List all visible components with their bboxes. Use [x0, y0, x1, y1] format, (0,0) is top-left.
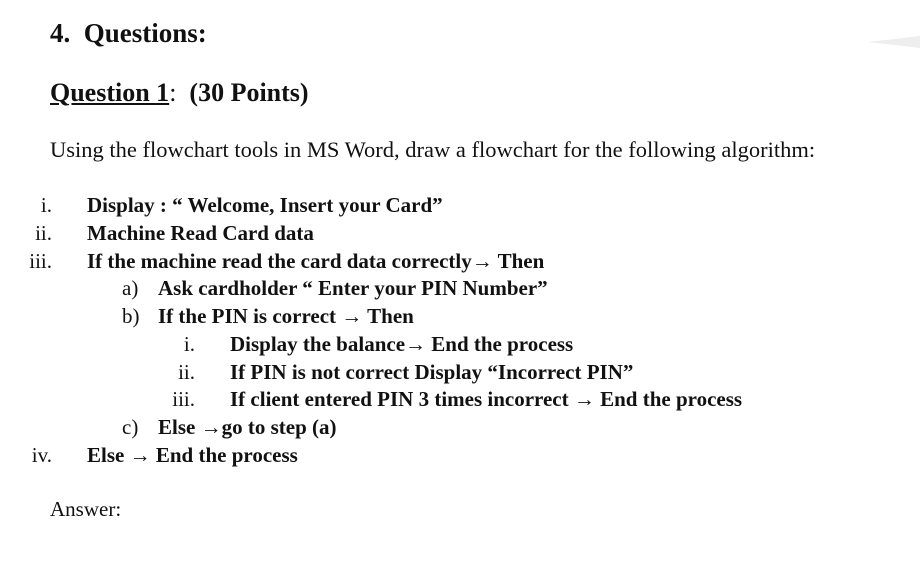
step-number: ii. — [35, 221, 52, 245]
question-points: (30 Points) — [189, 78, 309, 107]
question-label: Question 1 — [50, 78, 170, 107]
section-number: 4. — [50, 18, 71, 48]
step-number: iii. — [29, 249, 52, 273]
substep-text: If the PIN is correct → Then — [158, 304, 414, 328]
section-heading — [50, 18, 207, 49]
step-text: If the machine read the card data correctly→ Then — [87, 249, 545, 273]
section-title: Questions: — [83, 18, 207, 48]
subsubstep-number: i. — [183, 332, 195, 356]
answer-label: Answer: — [50, 497, 122, 521]
step-text: Else → End the process — [87, 443, 298, 467]
substep-text: Ask cardholder “ Enter your PIN Number” — [158, 276, 548, 300]
step-number: iv. — [31, 443, 52, 467]
subsubstep-text: If PIN is not correct Display “Incorrect PIN” — [230, 360, 634, 384]
question-intro: Using the flowchart tools in MS Word, draw a flowchart for the following algorithm: — [50, 137, 816, 162]
step-text: Machine Read Card data — [87, 221, 314, 245]
substep-label: a) — [122, 276, 139, 300]
step-number: i. — [40, 193, 52, 217]
substep-text: Else →go to step (a) — [158, 415, 337, 439]
subsubstep-number: iii. — [172, 387, 195, 411]
decorative-shape — [868, 36, 920, 48]
subsubstep-number: ii. — [178, 360, 195, 384]
substep-label: c) — [122, 415, 139, 439]
substep-label: b) — [122, 304, 140, 328]
subsubstep-text: Display the balance→ End the process — [230, 332, 574, 356]
question-heading — [50, 78, 309, 108]
question-separator: : — [169, 78, 177, 107]
subsubstep-text: If client entered PIN 3 times incorrect → End the process — [230, 387, 743, 411]
step-text: Display : “ Welcome, Insert your Card” — [87, 193, 443, 217]
